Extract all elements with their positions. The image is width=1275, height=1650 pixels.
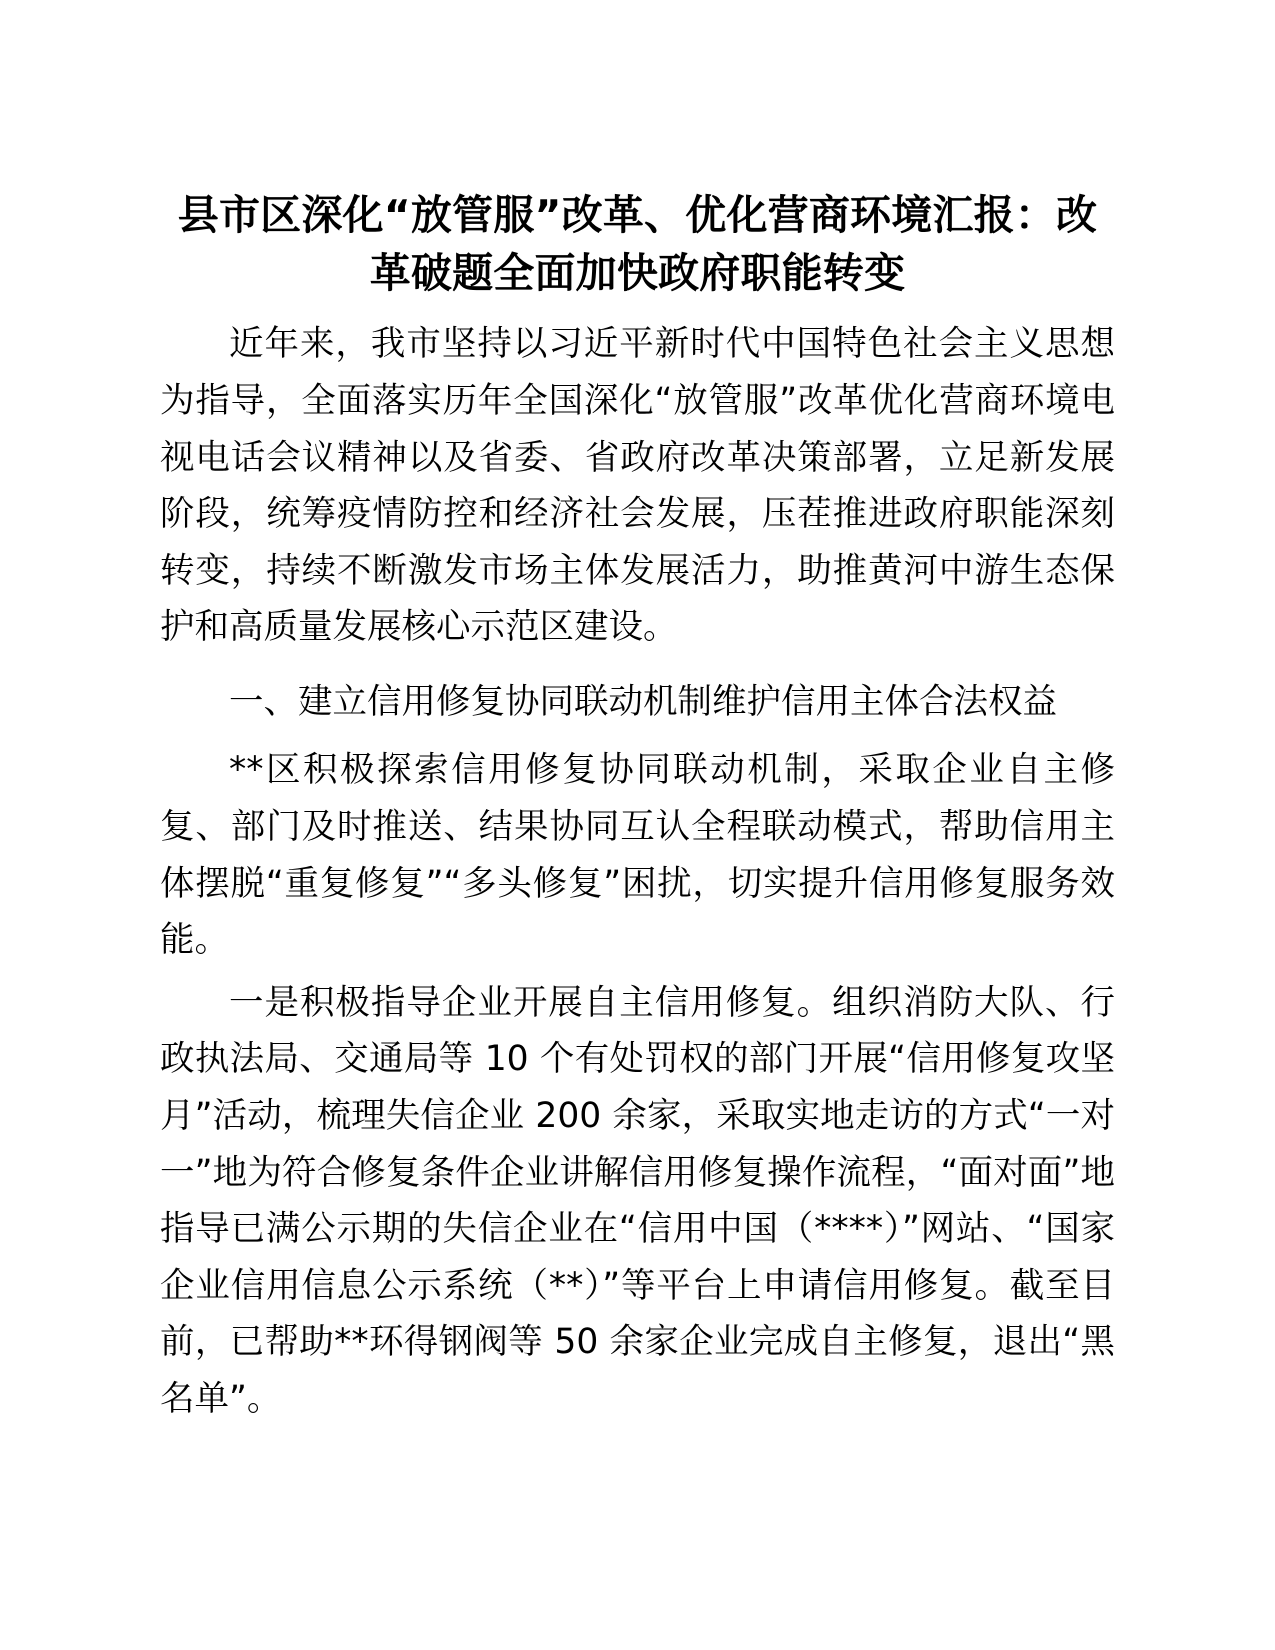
paragraph-point-one: 一是积极指导企业开展自主信用修复。组织消防大队、行政执法局、交通局等 10 个有处罚权的部门开展“信用修复攻坚月”活动，梳理失信企业 200 余家，采取实地走访的方式“一对一”地为符合修复条件企业讲解信用修复操作流程，“面对面”地指导已满公示期的失信企业在“信用中国（****）”网站、“国家企业信用信息公示系统（**）”等平台上申请信用修复。截至目前，已帮助**环得钢阀等 50 余家企业完成自主修复，退出“黑名单”。 xyxy=(160,982,1115,1419)
paragraph-intro: 近年来，我市坚持以习近平新时代中国特色社会主义思想为指导，全面落实历年全国深化“放管服”改革优化营商环境电视电话会议精神以及省委、省政府改革决策部署，立足新发展阶段，统筹疫情防控和经济社会发展，压茬推进政府职能深刻转变，持续不断激发市场主体发展活力，助推黄河中游生态保护和高质量发展核心示范区建设。 xyxy=(160,324,1115,648)
document-title: 县市区深化“放管服”改革、优化营商环境汇报：改革破题全面加快政府职能转变 xyxy=(177,191,1098,298)
document-content xyxy=(160,186,1115,1433)
paragraph-section-one-intro: **区积极探索信用修复协同联动机制，采取企业自主修复、部门及时推送、结果协同互认全程联动模式，帮助信用主体摆脱“重复修复”“多头修复”困扰，切实提升信用修复服务效能。 xyxy=(160,750,1115,961)
section-heading-one: 一、建立信用修复协同联动机制维护信用主体合法权益 xyxy=(229,681,1057,722)
